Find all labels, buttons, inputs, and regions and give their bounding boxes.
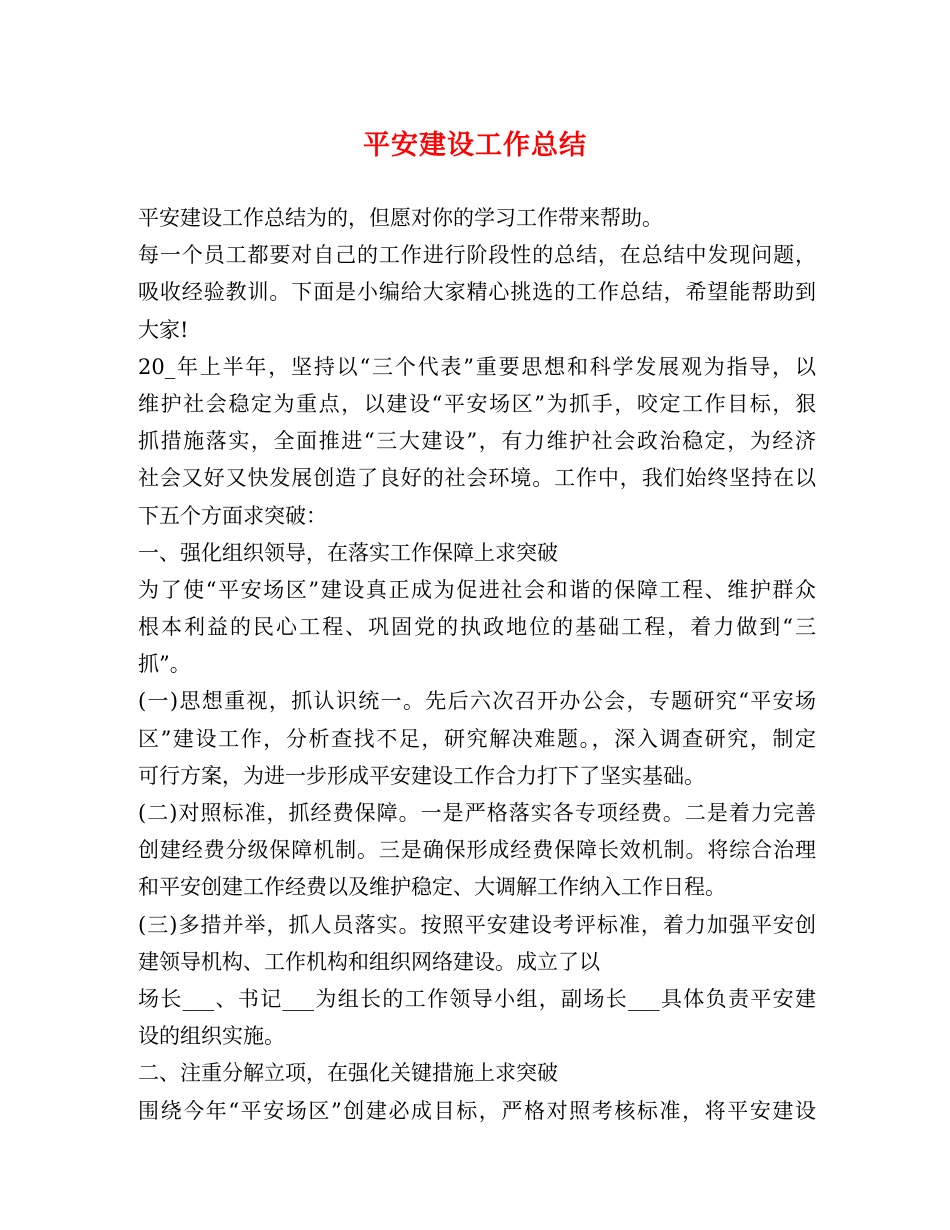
paragraph-line: 建领导机构、工作机构和组织网络建设。成立了以 (138, 949, 600, 974)
paragraph-line: 可行方案，为进一步形成平安建设工作合力打下了坚实基础。 (138, 763, 705, 788)
paragraph-line: 每一个员工都要对自己的工作进行阶段性的总结，在总结中发现问题， (138, 243, 816, 268)
paragraph-line: 创建经费分级保障机制。三是确保形成经费保障长效机制。将综合治理 (138, 838, 816, 863)
paragraph-line: (二)对照标准，抓经费保障。一是严格落实各专项经费。二是着力完善 (138, 801, 816, 825)
paragraph-line: (三)多措并举，抓人员落实。按照平安建设考评标准，着力加强平安创 (138, 912, 816, 937)
paragraph-line: 20_年上半年，坚持以“三个代表”重要思想和科学发展观为指导，以 (138, 354, 816, 379)
paragraph-line: 抓措施落实，全面推进“三大建设”，有力维护社会政治稳定，为经济 (138, 429, 816, 454)
paragraph-line: 大家! (138, 317, 189, 342)
paragraph-line: 为了使“平安场区”建设真正成为促进社会和谐的保障工程、维护群众 (138, 577, 816, 602)
paragraph-line: 下五个方面求突破： (138, 503, 327, 528)
paragraph-line: 吸收经验教训。下面是小编给大家精心挑选的工作总结，希望能帮助到 (138, 280, 816, 305)
paragraph-line: 区”建设工作，分析查找不足，研究解决难题。，深入调查研究，制定 (138, 726, 816, 751)
paragraph-line: 和平安创建工作经费以及维护稳定、大调解工作纳入工作日程。 (138, 875, 726, 900)
document-body (138, 200, 816, 1130)
paragraph-line: 围绕今年“平安场区”创建必成目标，严格对照考核标准，将平安建设 (138, 1098, 816, 1123)
paragraph-line: 根本利益的民心工程、巩固党的执政地位的基础工程，着力做到“三 (138, 615, 816, 640)
paragraph-line: 社会又好又快发展创造了良好的社会环境。工作中，我们始终坚持在以 (138, 466, 816, 491)
paragraph-line: (一)思想重视，抓认识统一。先后六次召开办公会，专题研究“平安场 (138, 689, 816, 714)
paragraph-line: 抓”。 (138, 652, 191, 677)
paragraph-line: 设的组织实施。 (138, 1024, 285, 1049)
paragraph-line: 场长___、书记___为组长的工作领导小组，副场长___具体负责平安建 (138, 986, 816, 1011)
paragraph-line: 维护社会稳定为重点，以建设“平安场区”为抓手，咬定工作目标，狠 (138, 391, 816, 416)
paragraph-line: 一、强化组织领导，在落实工作保障上求突破 (138, 540, 558, 565)
paragraph-line: 平安建设工作总结为的，但愿对你的学习工作带来帮助。 (138, 206, 663, 230)
document-title: 平安建设工作总结 (363, 130, 587, 161)
paragraph-line: 二、注重分解立项，在强化关键措施上求突破 (138, 1061, 558, 1086)
